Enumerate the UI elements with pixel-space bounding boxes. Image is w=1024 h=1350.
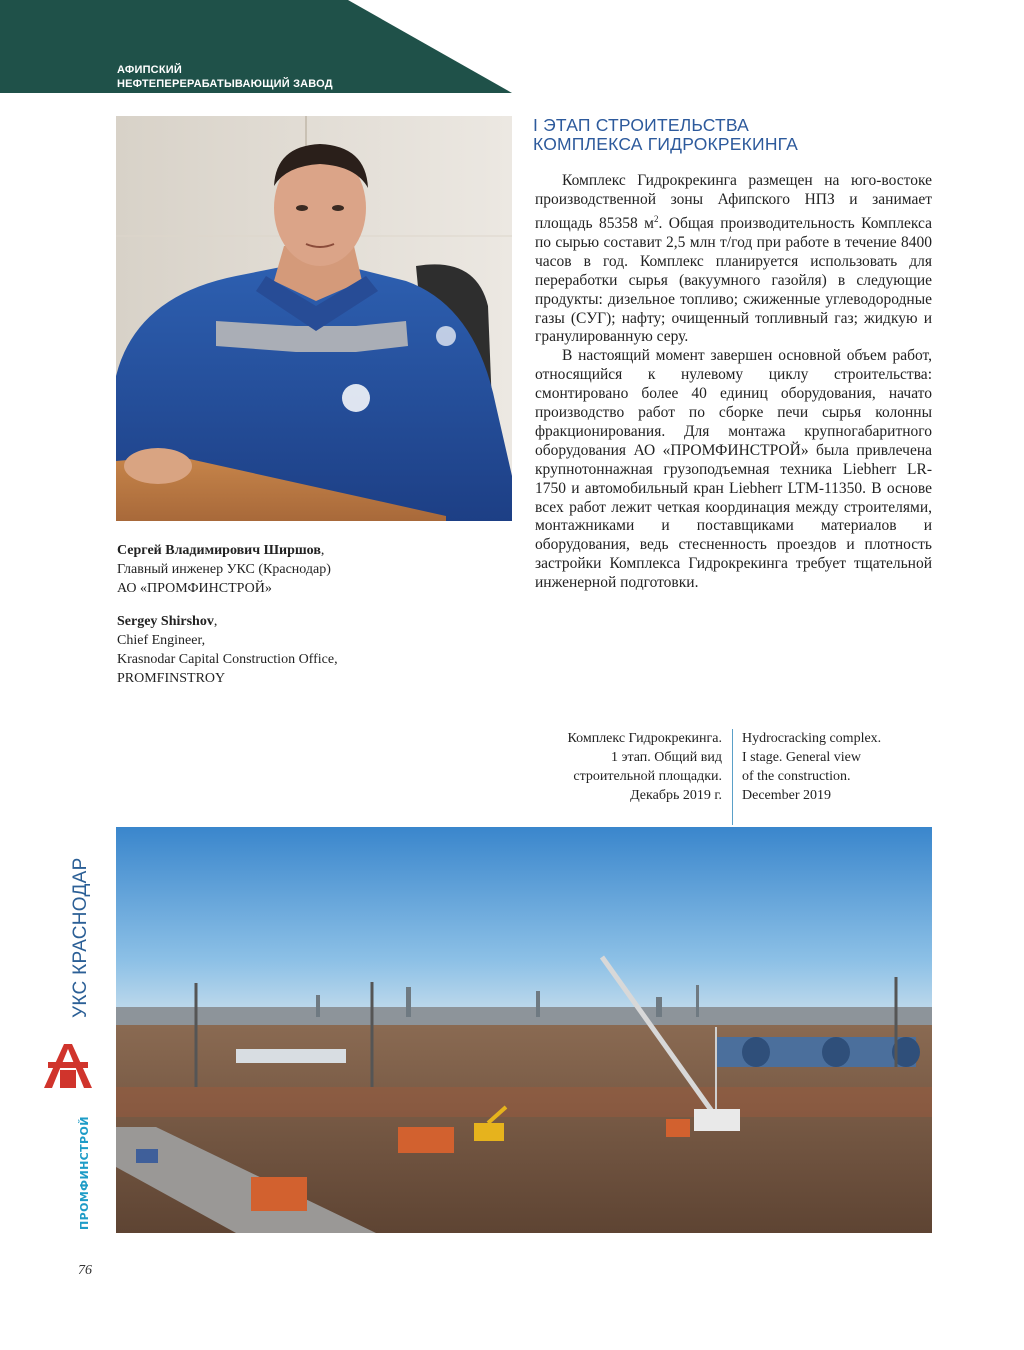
section-header-band [0,0,1024,93]
section-side-label: УКС КРАСНОДАР [70,857,91,1018]
section-header-text [117,63,333,91]
caption-ru-line-3: строительной площадки. [573,769,722,784]
caption-en-line-3: of the construction. [742,769,851,784]
article-title-line-1: I ЭТАП СТРОИТЕЛЬСТВА [533,115,750,135]
brand-vertical-wordmark: ПРОМФИНСТРОЙ [78,1116,91,1230]
caption-en-line-4: December 2019 [742,788,832,803]
person-name-ru-line [117,541,417,560]
caption-ru-line-2: 1 этап. Общий вид [610,750,722,765]
article-title [533,116,933,154]
caption-en-line-1: Hydrocracking complex. [742,731,882,746]
article-paragraph-1 [535,172,932,347]
paragraph-1-part-b: . Общая производительность Комплекса по сырью составит 2,5 млн т/год при работе в течение 8400 часов в год. Комплекс планируется использовать для переработки сырья (вакуумного газойля) в следующие продукты: дизельное топливо; сжиженные углеводородные газы (СУГ); нафту; очищенный топливный газ; жидкую и гранулированную серу. [535,214,932,346]
caption-ru-line-1: Комплекс Гидрокрекинга. [567,731,722,746]
header-line-2: НЕФТЕПЕРЕРАБАТЫВАЮЩИЙ ЗАВОД [117,78,333,90]
person-name-ru: Сергей Владимирович Ширшов [117,543,321,558]
person-name-en-line [117,612,417,631]
promfinstroy-logo-icon [40,1040,96,1092]
photo-caption-en [742,729,942,805]
article-paragraph-2: В настоящий момент завершен основной объем работ, относящийся к нулевому циклу строительства: смонтировано более 40 единиц оборудования, начато производство работ по сборке печи сырья колонны фракционирования. Для монтажа крупногабаритного оборудования АО «ПРОМФИНСТРОЙ» была привлечена крупнотоннажная грузоподъемная техника Liebherr LR-1750 и автомобильный кран Liebherr LTM-11350. В основе всех работ лежит четкая координация между строителями, монтажниками и поставщиками материалов и оборудования, ведь стесненность проездов и плотность застройки Комплекса Гидрокрекинга требует тщательной инженерной подготовки. [535,347,932,592]
page-number: 76 [78,1263,92,1278]
person-role-en-1: Chief Engineer, [117,633,206,648]
person-credits [117,541,417,688]
person-company-en: PROMFINSTROY [117,671,226,686]
photo-caption-ru [520,729,722,805]
construction-site-photo [116,827,932,1233]
person-company-ru: АО «ПРОМФИНСТРОЙ» [117,581,272,596]
name-comma: , [320,543,325,558]
caption-en-line-2: I stage. General view [742,750,861,765]
caption-divider [732,729,733,825]
person-role-en-2: Krasnodar Capital Construction Office, [117,652,338,667]
paragraph-1-part-a: Комплекс Гидрокрекинга размещен на юго-востоке производственной зоны Афипского НПЗ и занимает площадь 85358 м [535,172,932,232]
person-role-ru: Главный инженер УКС (Краснодар) [117,562,331,577]
portrait-photo [116,116,512,521]
area-unit-superscript: 2 [653,213,659,224]
caption-ru-line-4: Декабрь 2019 г. [630,788,722,803]
name-comma-en: , [213,614,218,629]
article-title-line-2: КОМПЛЕКСА ГИДРОКРЕКИНГА [533,134,799,154]
header-line-1: АФИПСКИЙ [117,64,182,76]
article-body [535,172,932,593]
person-name-en: Sergey Shirshov [117,614,214,629]
